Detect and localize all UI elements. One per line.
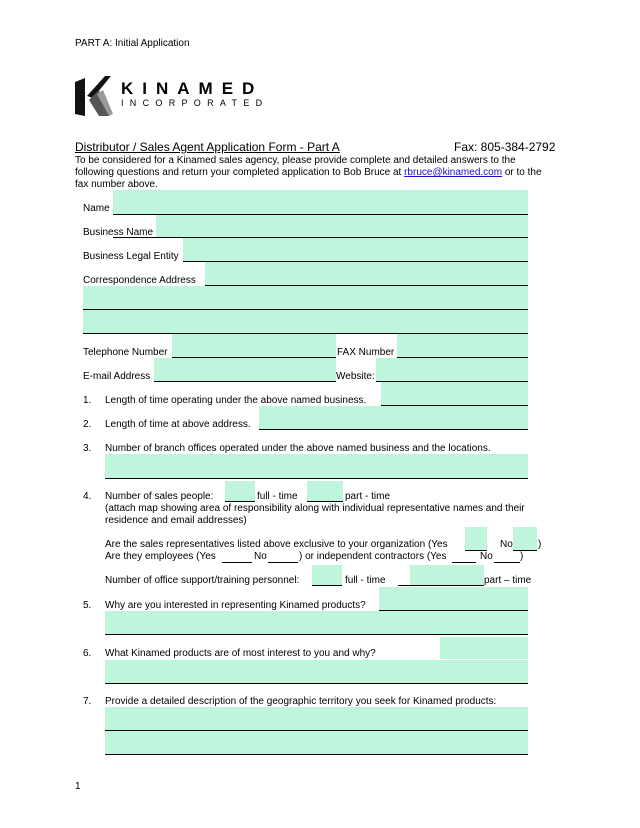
q4-contractor-no-label: No <box>480 551 493 562</box>
q7-input-line-2[interactable] <box>105 731 528 755</box>
q4-office-parttime-input[interactable] <box>410 565 484 586</box>
email-label: E-mail Address <box>83 371 151 382</box>
q4-employee-no-label: No <box>254 551 267 562</box>
q7-input-line-1[interactable] <box>105 707 528 731</box>
q5-number: 5. <box>83 600 92 611</box>
q1-text: Length of time operating under the above named business. <box>105 395 367 406</box>
q4-parttime-input[interactable] <box>307 481 343 502</box>
logo-subtitle: INCORPORATED <box>121 98 269 108</box>
q3-number: 3. <box>83 443 92 454</box>
q6-input-line-2[interactable] <box>105 660 528 684</box>
q4-text: Number of sales people: <box>105 491 214 502</box>
q4-employee-text: Are they employees (Yes <box>105 551 216 562</box>
q4-number: 4. <box>83 491 92 502</box>
legal-entity-label: Business Legal Entity <box>83 251 179 262</box>
q4-exclusive-no-label: No <box>500 539 513 550</box>
q2-number: 2. <box>83 419 92 430</box>
q4-contractor-no-line[interactable] <box>494 562 520 563</box>
q2-input[interactable] <box>259 406 528 430</box>
q4-exclusive-yes-input[interactable] <box>465 527 487 551</box>
correspondence-address-input[interactable] <box>205 262 528 286</box>
q4-fulltime-input[interactable] <box>225 481 255 502</box>
q6-input[interactable] <box>440 637 528 659</box>
q3-text: Number of branch offices operated under the above named business and the locations. <box>105 443 491 454</box>
legal-entity-input[interactable] <box>183 238 528 262</box>
q4-exclusive-no-input[interactable] <box>513 527 537 551</box>
telephone-label: Telephone Number <box>83 347 168 358</box>
fax-number: Fax: 805-384-2792 <box>454 140 556 154</box>
business-name-input[interactable] <box>156 215 528 238</box>
kinamed-k-icon <box>75 76 115 116</box>
q4-contractor-yes-line[interactable] <box>452 562 476 563</box>
q4-office-fulltime-label: full - time <box>345 575 386 586</box>
q4-attach-line-1: (attach map showing area of responsibility along with individual representative names and their <box>105 503 525 514</box>
q5-input-line-2[interactable] <box>105 611 528 635</box>
q4-employee-no-line[interactable] <box>268 562 298 563</box>
intro-line-2-tail: or to the <box>502 167 542 178</box>
q4-fulltime-label: full - time <box>257 491 298 502</box>
q4-office-text: Number of office support/training personnel: <box>105 575 300 586</box>
q1-number: 1. <box>83 395 92 406</box>
telephone-input[interactable] <box>172 334 336 358</box>
part-label: PART A: Initial Application <box>75 38 190 49</box>
q6-number: 6. <box>83 648 92 659</box>
name-input[interactable] <box>113 190 528 215</box>
correspondence-address-label: Correspondence Address <box>83 275 196 286</box>
q3-input[interactable] <box>105 454 528 479</box>
email-input[interactable] <box>154 358 336 382</box>
fax-input[interactable] <box>397 334 528 358</box>
website-input[interactable] <box>376 358 528 382</box>
intro-line-2 <box>75 167 542 179</box>
q2-text: Length of time at above address. <box>105 419 251 430</box>
intro-line-1: To be considered for a Kinamed sales agency, please provide complete and detailed answers to the <box>75 155 516 166</box>
q4-office-fulltime-input[interactable] <box>312 565 342 586</box>
page-number: 1 <box>75 781 81 792</box>
q4-office-parttime-label: part – time <box>484 575 532 586</box>
q4-employee-yes-line[interactable] <box>222 562 252 563</box>
kinamed-logo-mark <box>75 76 115 116</box>
q4-exclusive-text: Are the sales representatives listed above exclusive to your organization (Yes <box>105 539 448 550</box>
q5-input[interactable] <box>379 587 528 611</box>
q6-text: What Kinamed products are of most interest to you and why? <box>105 648 376 659</box>
intro-line-3: fax number above. <box>75 179 158 190</box>
business-name-label: Business Name <box>83 227 154 238</box>
q5-text: Why are you interested in representing Kinamed products? <box>105 600 366 611</box>
q4-attach-line-2: residence and email addresses) <box>105 515 247 526</box>
q4-contractor-text: ) or independent contractors (Yes <box>299 551 447 562</box>
q1-input[interactable] <box>381 382 528 406</box>
q4-exclusive-close: ) <box>538 539 542 550</box>
intro-line-2-text: following questions and return your completed application to Bob Bruce at <box>75 167 405 178</box>
form-title: Distributor / Sales Agent Application Form - Part A <box>75 140 340 154</box>
email-link[interactable]: rbruce@kinamed.com <box>404 167 503 178</box>
correspondence-address-line-3[interactable] <box>83 310 528 334</box>
name-label: Name <box>83 203 110 214</box>
website-label: Website: <box>336 371 375 382</box>
q7-number: 7. <box>83 696 92 707</box>
logo-word: KINAMED <box>121 79 264 98</box>
correspondence-address-line-2[interactable] <box>83 286 528 310</box>
q4-contractor-close: ) <box>520 551 524 562</box>
q4-parttime-label: part - time <box>345 491 391 502</box>
fax-label: FAX Number <box>337 347 395 358</box>
q7-text: Provide a detailed description of the geographic territory you seek for Kinamed products: <box>105 696 497 707</box>
